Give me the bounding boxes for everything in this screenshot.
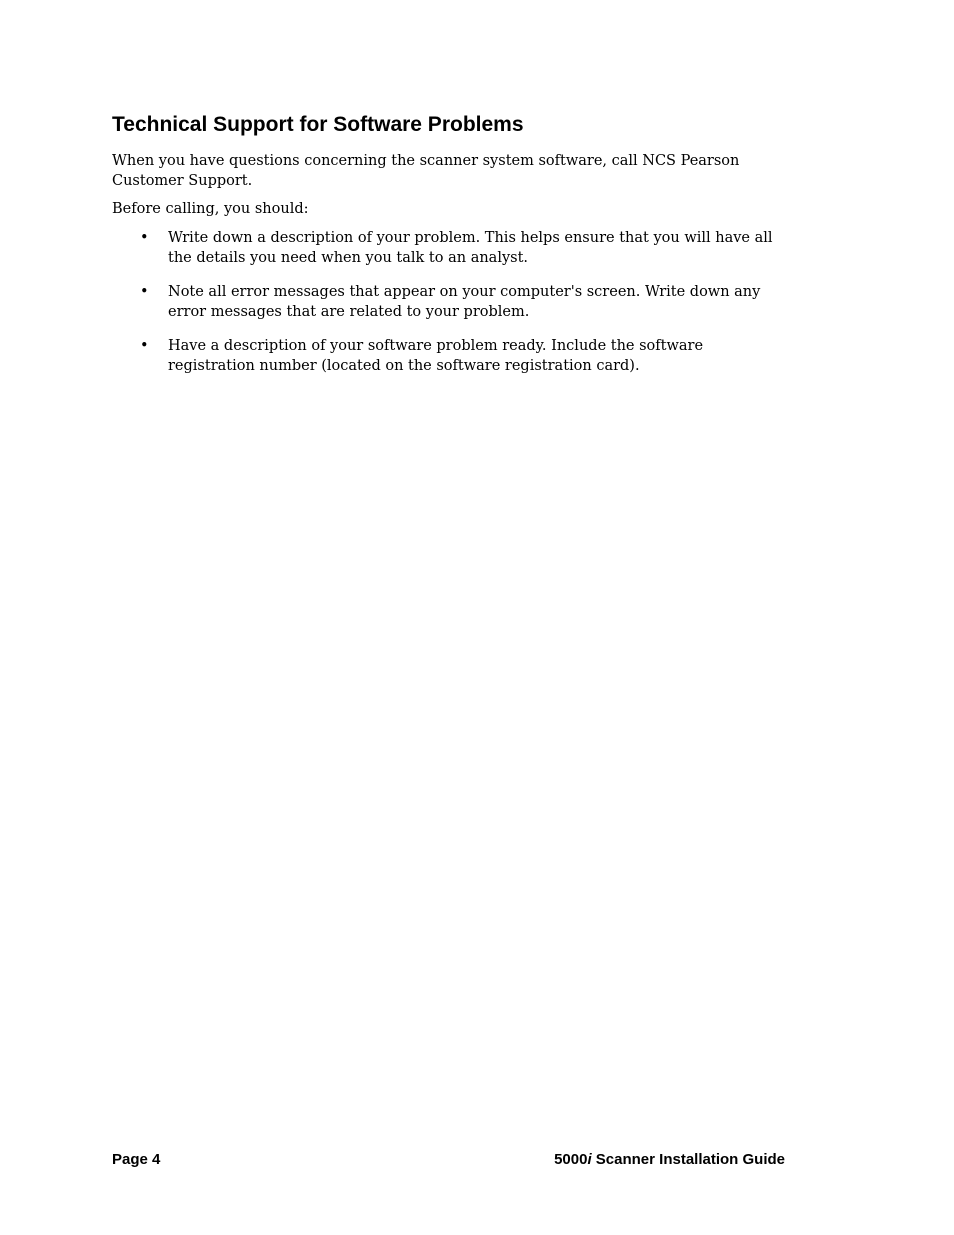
bullet-item [112,282,792,322]
bullet-list [112,228,792,390]
footer-guide-title [554,1150,785,1170]
before-calling-paragraph: Before calling, you should: [112,201,309,217]
bullet-text: Note all error messages that appear on your computer's screen. Write down any error messages that are related to your problem. [168,284,761,320]
bullet-icon: • [140,284,149,300]
bullet-text: Write down a description of your problem. This helps ensure that you will have all the details you need when you talk to an analyst. [168,230,773,266]
bullet-icon: • [140,338,149,354]
footer-page-number: Page 4 [112,1151,161,1168]
bullet-icon: • [140,230,149,246]
bullet-item [112,228,792,268]
footer-model-suffix: i [587,1151,592,1168]
footer-model-number: 5000 [554,1151,588,1168]
intro-paragraph: When you have questions concerning the scanner system software, call NCS Pearson Customer Support. [112,153,740,189]
section-heading: Technical Support for Software Problems [112,113,524,136]
bullet-item [112,336,792,376]
bullet-text: Have a description of your software problem ready. Include the software registration number (located on the software registration card). [168,338,704,374]
footer-title-text: Scanner Installation Guide [591,1151,785,1168]
